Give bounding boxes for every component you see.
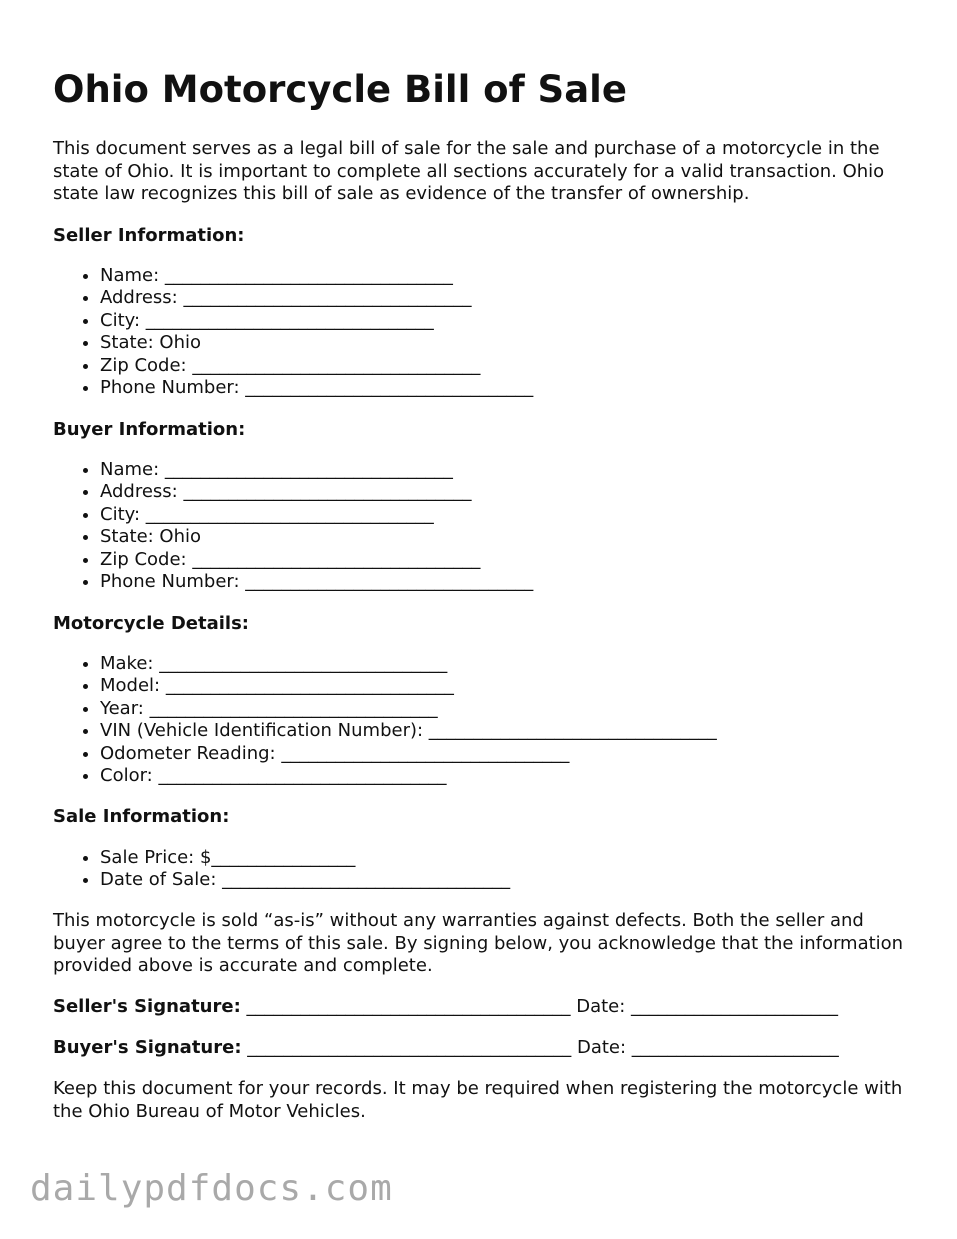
- motorcycle-model-field[interactable]: • Model: ________________________________: [100, 675, 717, 697]
- buyer-signature-line[interactable]: [53, 1037, 839, 1059]
- buyer-signature-blank[interactable]: ____________________________________ Date: _______________________: [241, 1037, 839, 1058]
- seller-address-field[interactable]: • Address: ________________________________: [100, 287, 533, 309]
- buyer-heading: Buyer Information:: [53, 419, 246, 440]
- seller-name-field[interactable]: • Name: ________________________________: [100, 265, 533, 287]
- sale-date-field[interactable]: • Date of Sale: ________________________________: [100, 869, 510, 891]
- footer-paragraph: Keep this document for your records. It may be required when registering the motorcycle with the Ohio Bureau of Motor Vehicles.: [53, 1078, 903, 1122]
- motorcycle-odometer-field[interactable]: • Odometer Reading: ________________________________: [100, 743, 717, 765]
- seller-state-field: • State: Ohio: [100, 332, 533, 354]
- sale-fields-list: [53, 847, 510, 892]
- seller-zip-field[interactable]: • Zip Code: ________________________________: [100, 355, 533, 377]
- buyer-name-field[interactable]: • Name: ________________________________: [100, 459, 533, 481]
- seller-signature-label: Seller's Signature:: [53, 996, 241, 1017]
- seller-phone-field[interactable]: • Phone Number: ________________________________: [100, 377, 533, 399]
- sale-heading: Sale Information:: [53, 806, 230, 827]
- seller-signature-blank[interactable]: ____________________________________ Date: _______________________: [240, 996, 839, 1017]
- buyer-fields-list: [53, 459, 533, 593]
- motorcycle-vin-field[interactable]: • VIN (Vehicle Identification Number): ________________________________: [100, 720, 717, 742]
- watermark-text: dailypdfdocs.com: [30, 1168, 393, 1209]
- seller-city-field[interactable]: • City: ________________________________: [100, 310, 533, 332]
- buyer-city-field[interactable]: • City: ________________________________: [100, 504, 533, 526]
- motorcycle-fields-list: [53, 653, 717, 787]
- intro-paragraph: This document serves as a legal bill of sale for the sale and purchase of a motorcycle in the state of Ohio. It is important to complete all sections accurately for a valid transaction. Ohio state law recognizes this bill of sale as evidence of the transfer of ownership.: [53, 138, 885, 204]
- buyer-phone-field[interactable]: • Phone Number: ________________________________: [100, 571, 533, 593]
- buyer-signature-label: Buyer's Signature:: [53, 1037, 242, 1058]
- seller-signature-line[interactable]: [53, 996, 838, 1018]
- document-title: Ohio Motorcycle Bill of Sale: [53, 68, 627, 111]
- motorcycle-heading: Motorcycle Details:: [53, 613, 249, 634]
- buyer-address-field[interactable]: • Address: ________________________________: [100, 481, 533, 503]
- as-is-paragraph: This motorcycle is sold “as-is” without any warranties against defects. Both the seller and buyer agree to the terms of this sale. By signing below, you acknowledge that the information provided above is accurate and complete.: [53, 910, 904, 976]
- motorcycle-make-field[interactable]: • Make: ________________________________: [100, 653, 717, 675]
- motorcycle-color-field[interactable]: • Color: ________________________________: [100, 765, 717, 787]
- seller-heading: Seller Information:: [53, 225, 245, 246]
- buyer-state-field: • State: Ohio: [100, 526, 533, 548]
- seller-fields-list: [53, 265, 533, 399]
- buyer-zip-field[interactable]: • Zip Code: ________________________________: [100, 549, 533, 571]
- sale-price-field[interactable]: • Sale Price: $________________: [100, 847, 510, 869]
- motorcycle-year-field[interactable]: • Year: ________________________________: [100, 698, 717, 720]
